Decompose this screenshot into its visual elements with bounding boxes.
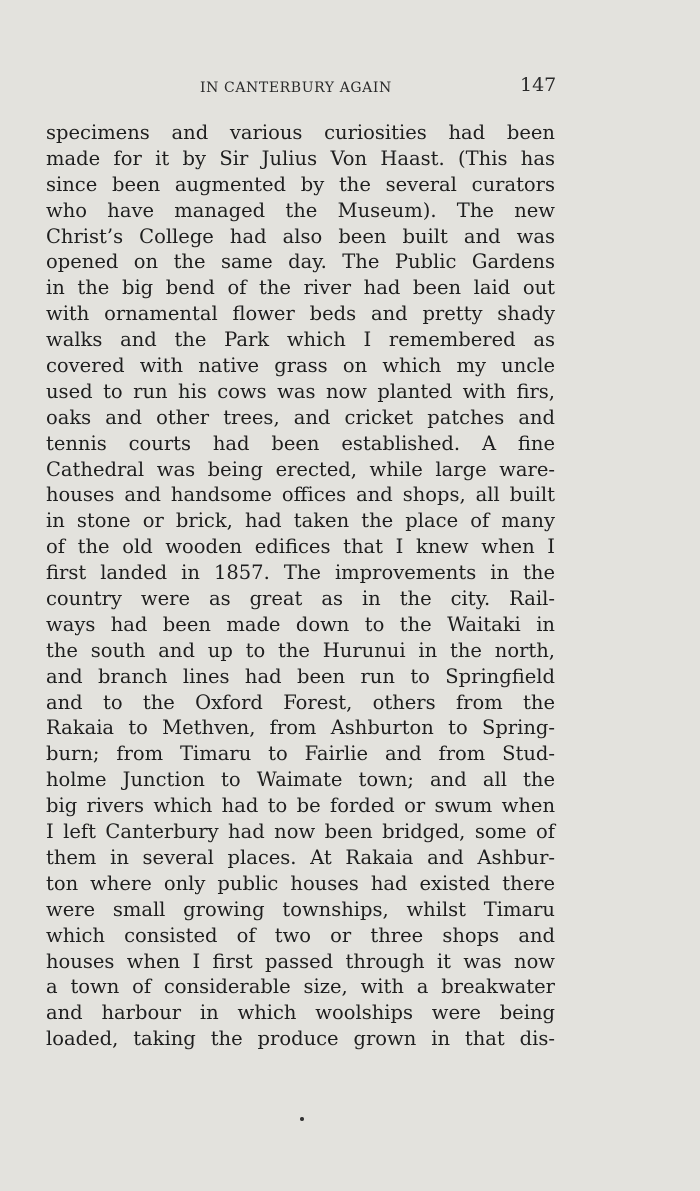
text-line: and branch lines had been run to Springfield — [46, 664, 555, 688]
text-line: country were as great as in the city. Rail- — [46, 587, 555, 611]
text-line: with ornamental flower beds and pretty shady — [46, 302, 555, 326]
text-line: tennis courts had been established. A fine — [46, 431, 555, 455]
text-line: Christ’s College had also been built and was — [46, 224, 555, 248]
body-text — [46, 120, 555, 1052]
text-line: Cathedral was being erected, while large ware- — [46, 457, 555, 481]
text-line: which consisted of two or three shops and — [46, 923, 555, 947]
text-line: specimens and various curiosities had been — [46, 121, 555, 144]
text-line: burn; from Timaru to Fairlie and from Stud- — [46, 742, 555, 766]
text-line: them in several places. At Rakaia and Ashbur- — [46, 845, 555, 869]
running-title: IN CANTERBURY AGAIN — [200, 80, 392, 96]
printer-mark — [300, 1117, 304, 1121]
text-line: houses and handsome offices and shops, all built — [46, 483, 555, 507]
text-line: and harbour in which woolships were being — [46, 1001, 555, 1025]
text-line: were small growing townships, whilst Timaru — [46, 897, 555, 921]
text-line: used to run his cows was now planted with firs, — [46, 379, 555, 403]
text-line: oaks and other trees, and cricket patches and — [46, 405, 555, 429]
text-line: in stone or brick, had taken the place of many — [46, 509, 555, 533]
text-line: covered with native grass on which my uncle — [46, 354, 555, 378]
text-line: who have managed the Museum). The new — [46, 198, 555, 222]
text-line: holme Junction to Waimate town; and all the — [46, 768, 555, 792]
text-line: first landed in 1857. The improvements in the — [46, 561, 555, 585]
text-line: houses when I first passed through it was now — [46, 949, 555, 973]
text-line: made for it by Sir Julius Von Haast. (This has — [46, 146, 555, 170]
text-line: walks and the Park which I remembered as — [46, 328, 555, 352]
text-line: a town of considerable size, with a breakwater — [46, 975, 555, 999]
text-line: opened on the same day. The Public Gardens — [46, 250, 555, 274]
text-line: big rivers which had to be forded or swum when — [46, 794, 555, 818]
text-line: in the big bend of the river had been laid out — [46, 276, 555, 300]
text-line: the south and up to the Hurunui in the north, — [46, 638, 555, 662]
text-line: loaded, taking the produce grown in that dis- — [46, 1027, 555, 1051]
text-line: and to the Oxford Forest, others from the — [46, 690, 555, 714]
text-line: ways had been made down to the Waitaki in — [46, 612, 555, 636]
text-line: I left Canterbury had now been bridged, some of — [46, 820, 555, 844]
text-line: since been augmented by the several curators — [46, 172, 555, 196]
text-line: of the old wooden edifices that I knew when I — [46, 535, 555, 559]
text-line: Rakaia to Methven, from Ashburton to Spring- — [46, 716, 555, 740]
text-line: ton where only public houses had existed there — [46, 871, 555, 895]
page-number: 147 — [520, 74, 557, 96]
